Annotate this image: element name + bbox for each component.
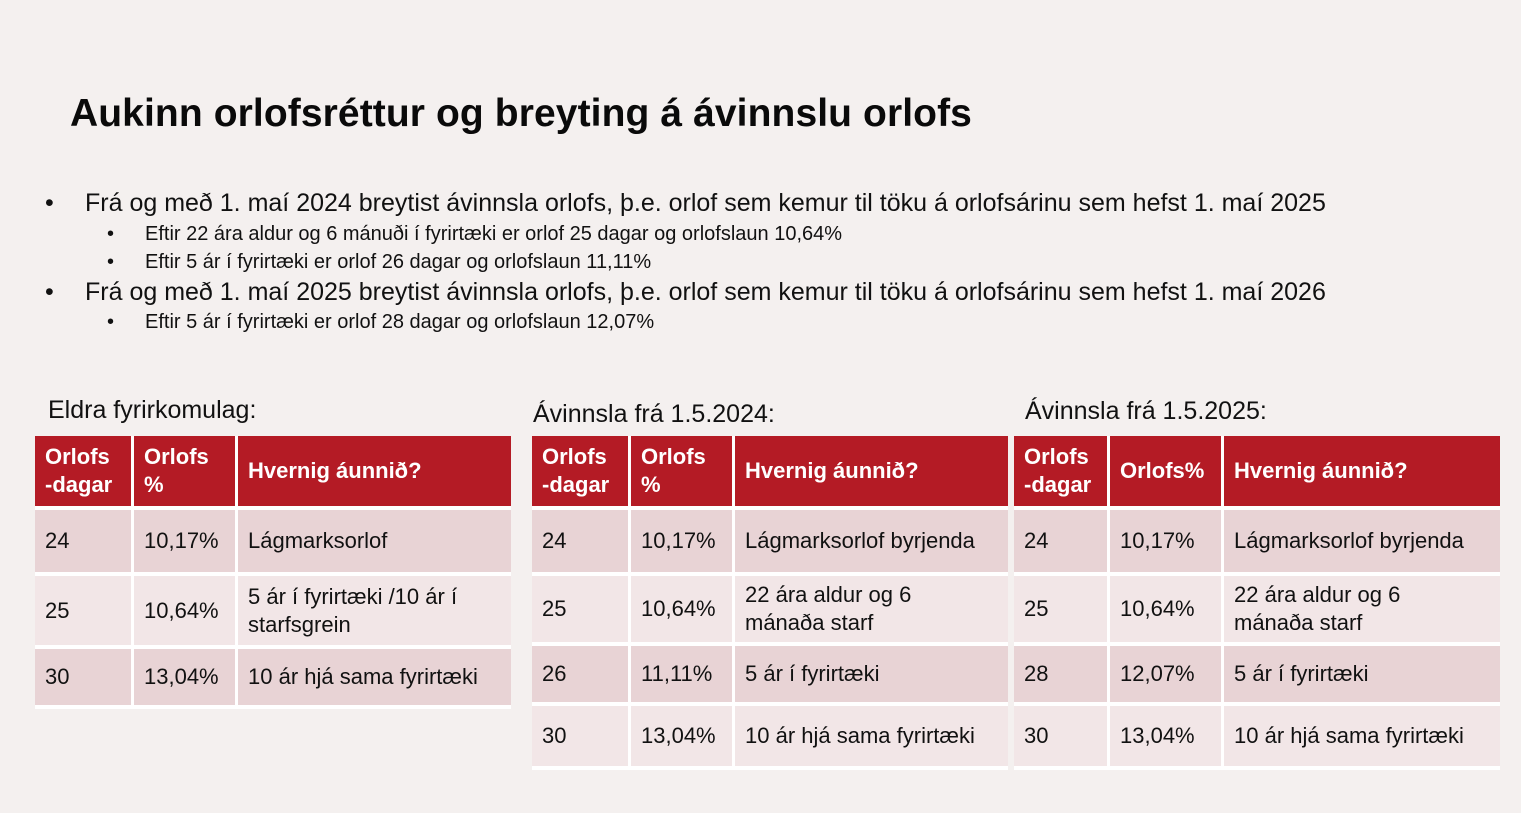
column-header: Hvernig áunnið? [238, 436, 511, 510]
column-header: Orlofs -dagar [35, 436, 134, 510]
cell-how-earned: 22 ára aldur og 6 mánaða starf [1224, 576, 1500, 646]
cell-days: 25 [35, 576, 134, 649]
cell-percent: 10,17% [134, 510, 238, 576]
table-caption-2025: Ávinnsla frá 1.5.2025: [1025, 397, 1267, 425]
table-row [1014, 510, 1500, 576]
table-row [532, 706, 1008, 770]
cell-how-earned: 10 ár hjá sama fyrirtæki [735, 706, 1008, 770]
cell-days: 30 [35, 649, 134, 709]
cell-percent: 10,64% [631, 576, 735, 646]
table-row [532, 510, 1008, 576]
cell-days: 24 [35, 510, 134, 576]
bullet-text: Eftir 22 ára aldur og 6 mánuði í fyrirtæki er orlof 25 dagar og orlofslaun 10,64% [145, 223, 843, 245]
table-row [35, 510, 511, 576]
sub-bullet-item [107, 251, 652, 274]
cell-days: 28 [1014, 646, 1110, 706]
column-header: Orlofs -dagar [1014, 436, 1110, 510]
column-header: Hvernig áunnið? [735, 436, 1008, 510]
cell-how-earned: 5 ár í fyrirtæki [1224, 646, 1500, 706]
cell-how-earned: Lágmarksorlof byrjenda [735, 510, 1008, 576]
cell-percent: 10,17% [631, 510, 735, 576]
cell-days: 25 [532, 576, 631, 646]
table-accrual-2024 [532, 436, 1008, 770]
cell-percent: 10,64% [1110, 576, 1224, 646]
cell-percent: 10,64% [134, 576, 238, 649]
table-accrual-2025 [1014, 436, 1500, 770]
cell-days: 30 [1014, 706, 1110, 770]
bullet-text: Eftir 5 ár í fyrirtæki er orlof 28 dagar og orlofslaun 12,07% [145, 311, 655, 333]
table-row [1014, 576, 1500, 646]
cell-percent: 11,11% [631, 646, 735, 706]
bullet-text: Frá og með 1. maí 2024 breytist ávinnsla orlofs, þ.e. orlof sem kemur til töku á orlofsárinu sem hefst 1. maí 2025 [85, 189, 1326, 217]
table-row [35, 576, 511, 649]
cell-percent: 12,07% [1110, 646, 1224, 706]
bullet-item [45, 278, 1326, 307]
bullet-dot: • [107, 223, 115, 245]
sub-bullet-item [107, 311, 655, 334]
table-row [532, 646, 1008, 706]
cell-days: 30 [532, 706, 631, 770]
cell-percent: 13,04% [631, 706, 735, 770]
bullet-text: Eftir 5 ár í fyrirtæki er orlof 26 dagar og orlofslaun 11,11% [145, 251, 652, 273]
column-header: Orlofs% [1110, 436, 1224, 510]
cell-days: 24 [1014, 510, 1110, 576]
cell-percent: 13,04% [1110, 706, 1224, 770]
cell-how-earned: Lágmarksorlof byrjenda [1224, 510, 1500, 576]
table-row [1014, 706, 1500, 770]
cell-how-earned: 10 ár hjá sama fyrirtæki [1224, 706, 1500, 770]
table-caption-2024: Ávinnsla frá 1.5.2024: [533, 400, 775, 428]
cell-percent: 13,04% [134, 649, 238, 709]
column-header: Orlofs % [631, 436, 735, 510]
cell-percent: 10,17% [1110, 510, 1224, 576]
bullet-dot: • [45, 189, 54, 217]
table-row [532, 576, 1008, 646]
bullet-text: Frá og með 1. maí 2025 breytist ávinnsla orlofs, þ.e. orlof sem kemur til töku á orlofsárinu sem hefst 1. maí 2026 [85, 278, 1326, 306]
column-header: Orlofs % [134, 436, 238, 510]
cell-days: 25 [1014, 576, 1110, 646]
bullet-dot: • [45, 278, 54, 306]
table-caption-old: Eldra fyrirkomulag: [48, 396, 257, 424]
cell-how-earned: 5 ár í fyrirtæki [735, 646, 1008, 706]
bullet-item [45, 189, 1326, 218]
cell-how-earned: 22 ára aldur og 6 mánaða starf [735, 576, 1008, 646]
cell-how-earned: Lágmarksorlof [238, 510, 511, 576]
cell-how-earned: 10 ár hjá sama fyrirtæki [238, 649, 511, 709]
column-header: Orlofs -dagar [532, 436, 631, 510]
cell-days: 26 [532, 646, 631, 706]
bullet-dot: • [107, 251, 115, 273]
column-header: Hvernig áunnið? [1224, 436, 1500, 510]
sub-bullet-item [107, 223, 843, 246]
bullet-dot: • [107, 311, 115, 333]
page-title: Aukinn orlofsréttur og breyting á ávinnslu orlofs [70, 92, 972, 135]
table-row [35, 649, 511, 709]
table-old-arrangement [35, 436, 511, 709]
cell-how-earned: 5 ár í fyrirtæki /10 ár í starfsgrein [238, 576, 511, 649]
cell-days: 24 [532, 510, 631, 576]
table-row [1014, 646, 1500, 706]
